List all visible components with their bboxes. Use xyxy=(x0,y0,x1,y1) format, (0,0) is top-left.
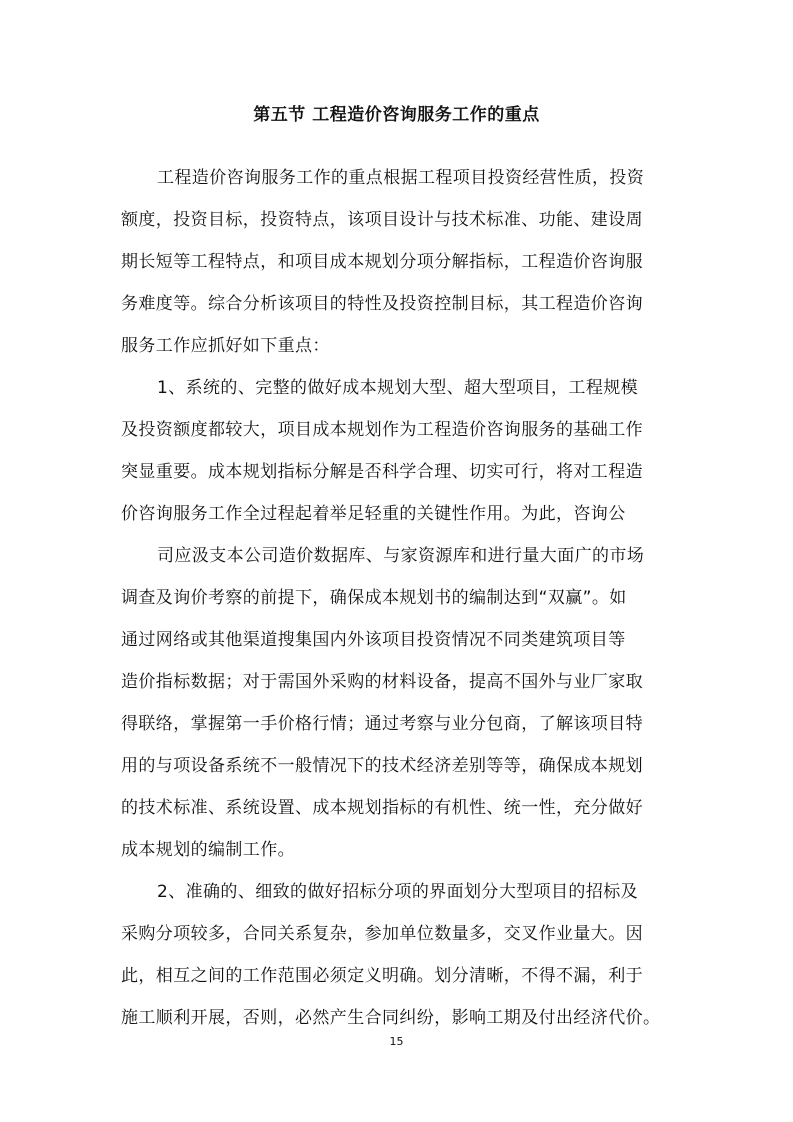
page-number: 15 xyxy=(389,1035,404,1048)
text-line: 的技术标准、系统设置、成本规划指标的有机性、统一性，充分做好 xyxy=(121,798,643,818)
text-line: 造价指标数据；对于需国外采购的材料设备，提高不国外与业厂家取 xyxy=(121,672,643,692)
text-line: 期长短等工程特点，和项目成本规划分项分解指标，工程造价咨询服 xyxy=(121,252,643,272)
section-heading: 第五节 工程造价咨询服务工作的重点 xyxy=(253,105,540,125)
text-line: 1、系统的、完整的做好成本规划大型、超大型项目，工程规模 xyxy=(157,378,639,398)
text-line: 2、准确的、细致的做好招标分项的界面划分大型项目的招标及 xyxy=(157,882,639,902)
text-line: 服务工作应抓好如下重点： xyxy=(121,336,330,356)
text-line: 施工顺利开展，否则，必然产生合同纠纷，影响工期及付出经济代价。 xyxy=(121,1008,661,1028)
text-line: 及投资额度都较大，项目成本规划作为工程造价咨询服务的基础工作 xyxy=(121,420,643,440)
text-line: 额度，投资目标，投资特点，该项目设计与技术标准、功能、建设周 xyxy=(121,210,643,230)
text-line: 成本规划的编制工作。 xyxy=(121,840,295,860)
text-line: 调查及询价考察的前提下，确保成本规划书的编制达到“双赢”。如 xyxy=(121,588,627,608)
text-line: 价咨询服务工作全过程起着举足轻重的关键性作用。为此，咨询公 xyxy=(121,504,626,524)
text-line: 得联络，掌握第一手价格行情；通过考察与业分包商，了解该项目特 xyxy=(121,714,643,734)
document-body xyxy=(121,160,674,1042)
text-line: 用的与项设备系统不一般情况下的技术经济差别等等，确保成本规划 xyxy=(121,756,643,776)
text-line: 采购分项较多，合同关系复杂，参加单位数量多，交叉作业量大。因 xyxy=(121,924,643,944)
text-line: 工程造价咨询服务工作的重点根据工程项目投资经营性质，投资 xyxy=(157,168,645,188)
text-line: 此，相互之间的工作范围必须定义明确。划分清晰，不得不漏，利于 xyxy=(121,966,643,986)
text-line: 司应汲支本公司造价数据库、与家资源库和进行量大面广的市场 xyxy=(157,546,645,566)
text-line: 通过网络或其他渠道搜集国内外该项目投资情况不同类建筑项目等 xyxy=(121,630,626,650)
text-line: 务难度等。综合分析该项目的特性及投资控制目标，其工程造价咨询 xyxy=(121,294,643,314)
text-line: 突显重要。成本规划指标分解是否科学合理、切实可行，将对工程造 xyxy=(121,462,643,482)
